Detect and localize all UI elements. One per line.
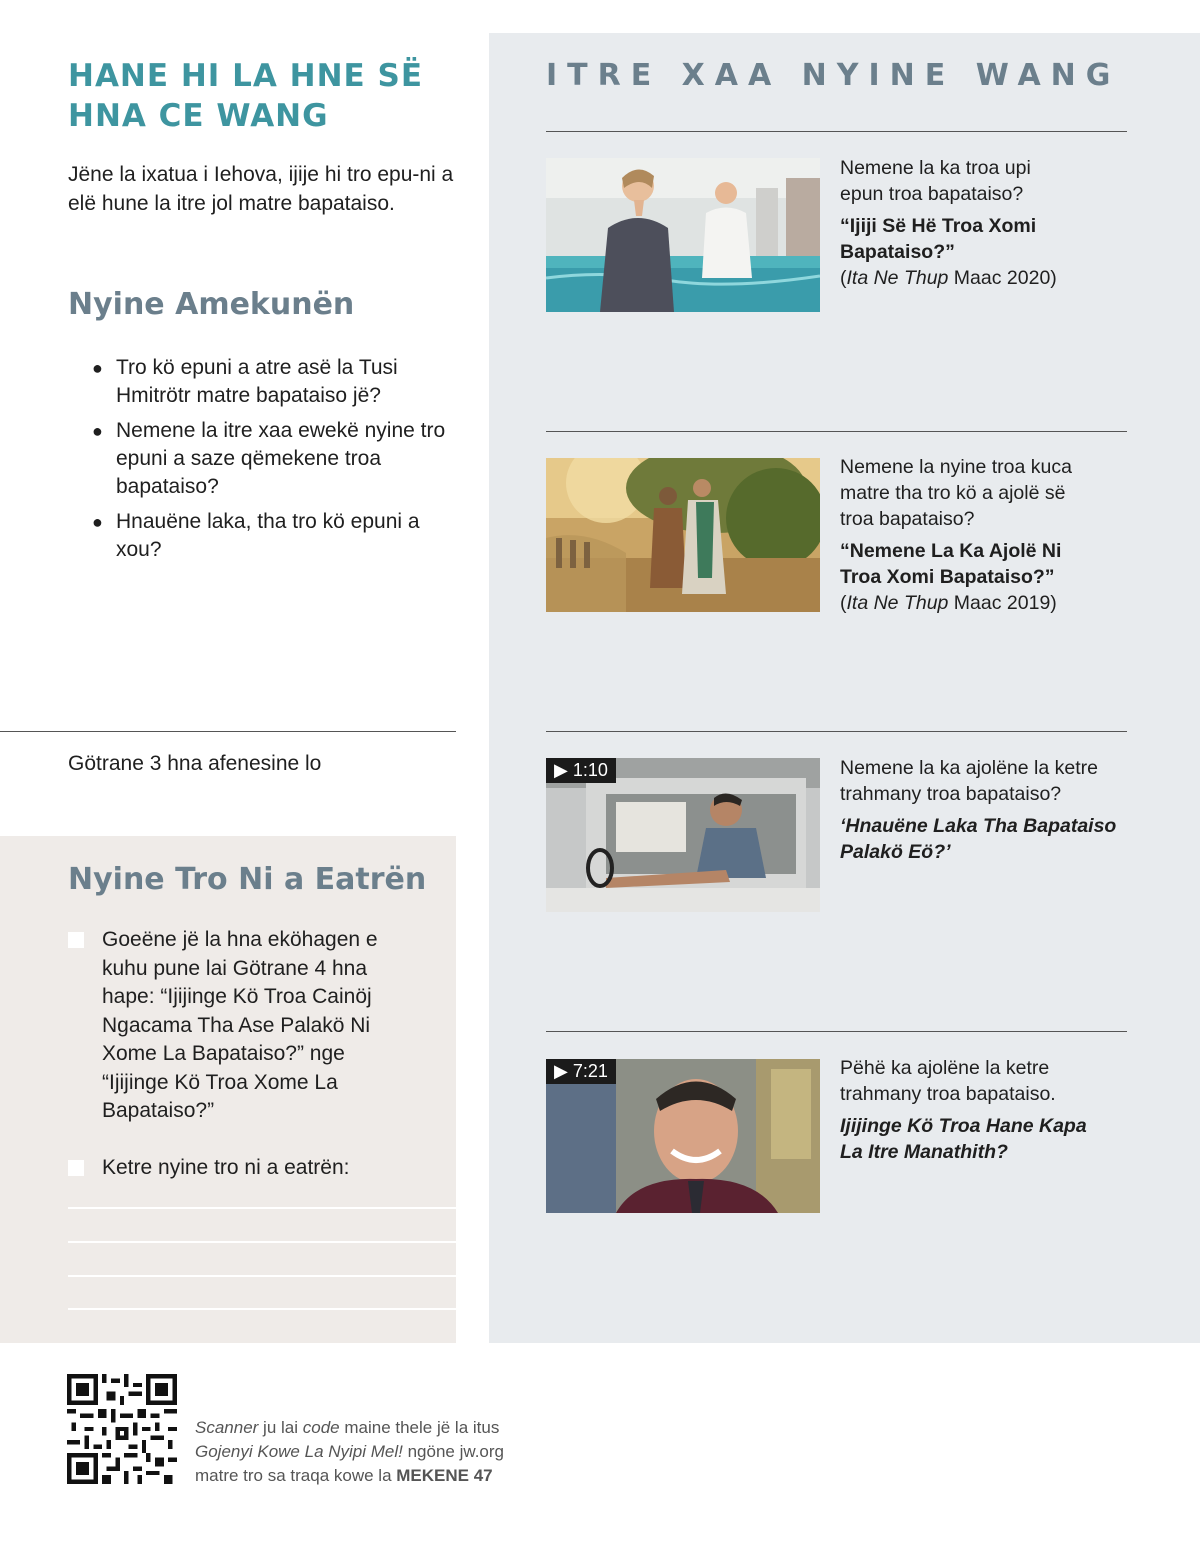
source-date: Maac 2020) (948, 267, 1057, 289)
item-question-line: troa bapataiso? (840, 508, 975, 530)
source-paren: ( (840, 592, 847, 614)
item-question-line: Pëhë ka ajolëne la ketre (840, 1057, 1050, 1079)
item-question (840, 1055, 1140, 1107)
footer-scanner: Scanner (195, 1418, 259, 1437)
source-paren: ( (840, 267, 847, 289)
bullet-icon: ● (92, 512, 103, 532)
article-title-line: Bapataiso?” (840, 241, 955, 263)
divider (546, 131, 1127, 132)
explore-heading: ITRE XAA NYINE WANG (546, 58, 1121, 93)
footer-text-part: ngöne jw.org (402, 1442, 505, 1461)
item-question (840, 454, 1140, 532)
video-title-line: Ijijinge Kö Troa Hane Kapa (840, 1115, 1087, 1137)
article-source (840, 590, 1140, 616)
divider (546, 731, 1127, 732)
item-question-line: Nemene la ka ajolëne la ketre (840, 757, 1098, 779)
item-question-line: trahmany troa bapataiso. (840, 1083, 1056, 1105)
review-item (92, 417, 452, 501)
write-in-line[interactable] (68, 1308, 456, 1310)
related-item-text (840, 155, 1140, 291)
footer-text-part: maine thele jë la itus (339, 1418, 500, 1437)
footer-text-part: matre tro sa traqa kowe la (195, 1466, 397, 1485)
footer-text-part: ju lai (258, 1418, 303, 1437)
footer-book-title[interactable]: Gojenyi Kowe La Nyipi Mel! (195, 1442, 403, 1461)
write-in-line[interactable] (68, 1275, 456, 1277)
bullet-icon: ● (92, 421, 103, 441)
goal-checkbox[interactable] (68, 932, 84, 948)
review-item-text: Nemene la itre xaa ewekë nyine tro epuni a saze qëmekene troa bapataiso? (116, 419, 446, 498)
article-source (840, 265, 1140, 291)
article-title-line: “Ijiji Së Hë Troa Xomi (840, 215, 1037, 237)
related-item-text (840, 454, 1140, 616)
article-title-link[interactable] (840, 538, 1140, 590)
item-question (840, 755, 1140, 807)
article-thumbnail[interactable] (546, 158, 820, 312)
item-question-line: Nemene la ka troa upi (840, 157, 1031, 179)
goals-heading: Nyine Tro Ni a Eatrën (68, 862, 427, 897)
article-title-line: Troa Xomi Bapataiso?” (840, 566, 1055, 588)
item-question-line: epun troa bapataiso? (840, 183, 1024, 205)
philip-ethiopian-painting (546, 458, 820, 612)
video-title-link[interactable] (840, 1113, 1140, 1165)
article-title-link[interactable] (840, 213, 1140, 265)
divider (0, 731, 456, 732)
article-title-line: “Nemene La Ka Ajolë Ni (840, 540, 1062, 562)
video-title-line: Palakö Eö?’ (840, 841, 951, 863)
summary-heading-line2: HNA CE WANG (68, 98, 329, 134)
write-in-line[interactable] (68, 1207, 456, 1209)
video-duration-badge: ▶ 1:10 (546, 758, 616, 783)
source-magazine: Ita Ne Thup (846, 592, 949, 614)
source-magazine: Ita Ne Thup (846, 267, 949, 289)
item-question-line: matre tha tro kö a ajolë së (840, 482, 1066, 504)
goal-item (68, 1154, 408, 1183)
woman-baptism-pool-photo (546, 158, 820, 312)
goal-checkbox[interactable] (68, 1160, 84, 1176)
divider (546, 1031, 1127, 1032)
goal-text: Goeëne jë la hna eköhagen e kuhu pune lai Götrane 4 hna hape: “Ijijinge Kö Troa Cainöj Ngacama Tha Ase Palakö Ni Xome La Bapataiso?” nge “Ijijinge Kö Troa Xome La Bapataiso?” (102, 928, 378, 1122)
summary-heading (68, 56, 468, 136)
video-title-link[interactable] (840, 813, 1140, 865)
related-item-text (840, 1055, 1140, 1165)
write-in-line[interactable] (68, 1241, 456, 1243)
summary-heading-line1: HANE HI LA HNE SË (68, 58, 424, 94)
article-thumbnail[interactable] (546, 458, 820, 612)
review-item-text: Tro kö epuni a atre asë la Tusi Hmitrötr matre bapataiso jë? (116, 356, 398, 407)
footer-chapter: MEKENE 47 (396, 1466, 493, 1485)
qr-code-icon (67, 1374, 177, 1484)
footer-code: code (302, 1418, 340, 1437)
intro-text: Jëne la ixatua i Iehova, ijije hi tro epu-ni a elë hune la itre jol matre bapataiso. (68, 163, 454, 215)
source-date: Maac 2019) (948, 592, 1057, 614)
review-item-text: Hnauëne laka, tha tro kö epuni a xou? (116, 510, 420, 561)
review-item (92, 508, 452, 564)
item-question (840, 155, 1140, 207)
footer-text (195, 1416, 555, 1488)
video-thumbnail[interactable] (546, 1059, 820, 1213)
divider (546, 431, 1127, 432)
video-thumbnail[interactable] (546, 758, 820, 912)
review-item (92, 354, 452, 410)
item-question-line: trahmany troa bapataiso? (840, 783, 1062, 805)
related-item-text (840, 755, 1140, 865)
qr-code[interactable] (67, 1374, 177, 1484)
item-question-line: Nemene la nyine troa kuca (840, 456, 1072, 478)
goal-item (68, 926, 408, 1126)
video-duration-badge: ▶ 7:21 (546, 1059, 616, 1084)
lesson-done-text: Götrane 3 hna afenesine lo (68, 752, 322, 775)
goal-text: Ketre nyine tro ni a eatrën: (102, 1156, 350, 1179)
video-title-line: La Itre Manathith? (840, 1141, 1008, 1163)
review-heading: Nyine Amekunën (68, 287, 355, 322)
video-title-line: ‘Hnauëne Laka Tha Bapataiso (840, 815, 1117, 837)
review-list (92, 354, 452, 571)
bullet-icon: ● (92, 358, 103, 378)
